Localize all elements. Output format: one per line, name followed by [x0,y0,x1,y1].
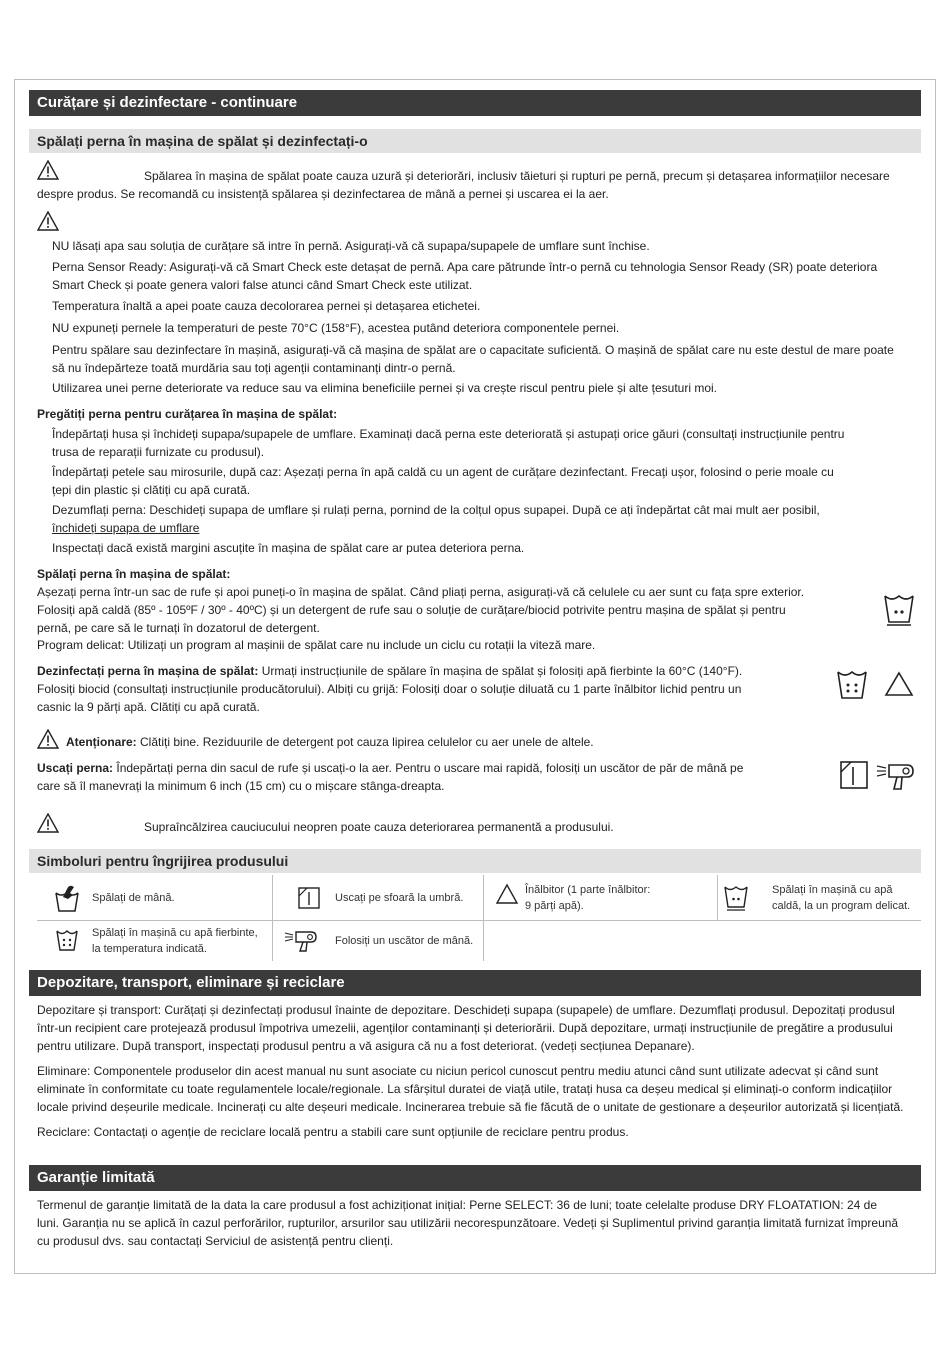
warranty-line: Termenul de garanție limitată de la data la care produsul a fost achiziționat inițial: Perne SELECT: 36 de luni; toate celelalte produse DRY FLOATATION: 24 de [37,1198,878,1212]
section-title-storage: Depozitare, transport, eliminare și reciclare [29,970,921,996]
machine-wash-warm-delicate-icon [724,884,748,912]
hand-wash-icon [54,883,80,913]
caution-icon [37,211,59,231]
prepare-heading: Pregătiți perna pentru curățarea în mașina de spălat: [37,407,338,421]
dry-line: care să îl manevrați la minimum 6 inch (15 cm) cu o mișcare stânga-dreapta. [37,779,445,793]
grid-divider [37,920,921,921]
prepare-line-underlined: închideți supapa de umflare [52,521,200,535]
warning-final-text: Supraîncălzirea cauciucului neopren poate cauza deteriorarea permanentă a produsului. [144,820,614,834]
symbol-label-machine-wash-warm: caldă, la un program delicat. [772,900,911,912]
grid-divider [272,875,273,961]
symbol-label-hand-wash: Spălați de mână. [92,892,175,904]
caution-line: NU lăsați apa sau soluția de curățare să intre în pernă. Asigurați-vă că supapa/supapele de umflare sunt închise. [52,239,650,253]
disinfect-line: casnic la 9 părți apă. Clătiți cu apă curată. [37,700,260,714]
bleach-triangle-icon [495,883,519,905]
disposal-line: locale privind deșeurile medicale. Incinerați cu alte deșeuri medicale. Incinerarea trebuie să fie făcută de o unitate de gestionare a deșeurilor autorizată și licențiată. [37,1100,904,1114]
attention-line [66,733,594,751]
machine-wash-hot-icon [836,668,868,700]
disinfect-line1 [37,662,742,680]
wash-heading: Spălați perna în mașina de spălat: [37,567,231,581]
line-dry-shade-icon [839,760,869,790]
disinfect-line: Folosiți biocid (consultați instrucțiunile producătorului). Albiți cu grijă: Folosiți doar o soluție diluată cu 1 parte înălbitor lichid pentru un [37,682,742,696]
attention-text: Clătiți bine. Reziduurile de detergent pot cauza lipirea celulelor cu aer unele de altele. [140,735,594,749]
attention-label: Atenționare: [66,735,137,749]
hair-dryer-icon [875,761,915,791]
symbol-label-bleach: 9 părți apă). [525,900,584,912]
symbols-title: Simboluri pentru îngrijirea produsului [29,849,921,873]
prepare-line: Îndepărtați petele sau mirosurile, după caz: Așezați perna în apă caldă cu un agent de curățare dezinfectant. Frecați ușor, folosind o perie moale cu [52,465,834,479]
storage-line: pentru utilizare. După transport, inspectați produsul pentru a vă asigura că nu a fost deteriorat. (vedeți secțiunea Depanare). [37,1039,695,1053]
section-title-warranty: Garanție limitată [29,1165,921,1191]
wash-line: Program delicat: Utilizați un program al mașinii de spălat care nu include un ciclu cu rotații la viteză mare. [37,638,596,652]
grid-divider [483,875,484,961]
symbol-label-hair-dryer: Folosiți un uscător de mână. [335,935,474,947]
symbol-label-machine-wash-warm: Spălați în mașină cu apă [772,884,893,896]
prepare-line: țepi din plastic și clătiți cu apă curată. [52,483,251,497]
grid-divider [717,875,718,920]
symbol-label-bleach: Înălbitor (1 parte înălbitor: [525,884,651,896]
storage-line: Depozitare și transport: Curățați și dezinfectați produsul înainte de depozitare. Deschideți supapa (supapele) de umflare. Dezumflați produsul. Depozitați produsul [37,1003,895,1017]
caution-line: NU expuneți pernele la temperaturi de peste 70°C (158°F), acestea putând deteriora componentele pernei. [52,321,620,335]
warning-icon [37,160,59,180]
dry-line1 [37,759,743,777]
bleach-triangle-icon [884,671,914,697]
caution-line: Perna Sensor Ready: Asigurați-vă că Smart Check este detașat de pernă. Apa care pătrunde într-o pernă cu tehnologia Sensor Ready (SR) poate deteriora [52,260,878,274]
storage-line: într-un recipient care protejează produsul împotriva umezelii, agenților contaminanți și deteriorării. După depozitare, urmați instrucțiunile de pregătire a produsului [37,1021,893,1035]
wash-line: Folosiți apă caldă (85º - 105ºF / 30º - 40ºC) și un detergent de rufe sau o soluție de curățare/biocid potrivite pentru mașina de spălat și pentru [37,603,786,617]
prepare-line: Dezumflați perna: Deschideți supapa de umflare și rulați perna, pornind de la colțul opus supapei. După ce ați îndepărtat cât mai mult aer posibil, [52,503,820,517]
warranty-line: luni. Garanția nu se aplică în cazul perforărilor, rupturilor, arsurilor sau utilizării necorespunzătoare. Vedeți și Suplimentul privind garanția limitată furnizat împreună [37,1216,899,1230]
hair-dryer-icon [284,929,318,953]
symbol-label-line-dry: Uscați pe sfoară la umbră. [335,892,464,904]
caution-line: Smart Check și poate genera valori false atunci când Smart Check este utilizat. [52,278,473,292]
warranty-line: cu produsul dvs. sau contactați Serviciul de asistență pentru clienți. [37,1234,394,1248]
symbol-label-machine-wash-hot: la temperatura indicată. [92,943,207,955]
disposal-line: eliminate în conformitate cu toate regulamentele locale/regionale. La sfârșitul duratei de viață utile, tratați husa ca deșeu medical și eliminați-o conform indicațiilor [37,1082,893,1096]
section-title-cleaning: Curățare și dezinfectare - continuare [29,90,921,116]
disinfect-heading: Dezinfectați perna în mașina de spălat: [37,664,259,678]
prepare-line: Îndepărtați husa și închideți supapa/supapele de umflare. Examinați dacă perna este deteriorată și astupați orice găuri (consultați instrucțiunile pentru [52,427,845,441]
warning-icon [37,813,59,833]
line-dry-shade-icon [298,887,320,909]
caution-line: Temperatura înaltă a apei poate cauza decolorarea pernei și detașarea etichetei. [52,299,481,313]
machine-wash-hot-icon [56,928,78,952]
dry-heading: Uscați perna: [37,761,114,775]
prepare-line: trusa de reparații furnizate cu produsul). [52,445,265,459]
symbol-label-machine-wash-hot: Spălați în mașină cu apă fierbinte, [92,927,258,939]
subsection-title-machine-wash: Spălați perna în mașina de spălat și dezinfectați-o [29,129,921,153]
warning-text-line1: Spălarea în mașina de spălat poate cauza uzură și deteriorări, inclusiv tăieturi și rupturi pe pernă, precum și detașarea informațiilor necesare [144,169,890,183]
caution-line: Pentru spălare sau dezinfectare în mașină, asigurați-vă că mașina de spălat are o capacitate suficientă. O mașină de spălat care nu este destul de mare poate [52,343,894,357]
attention-icon [37,729,59,749]
machine-wash-warm-icon [883,592,915,626]
caution-line: să nu îndepărteze toată murdăria sau toți agenții contaminanți dintr-o pernă. [52,361,456,375]
prepare-line: Inspectați dacă există margini ascuțite în mașina de spălat care ar putea deteriora perna. [52,541,525,555]
recycling-line: Reciclare: Contactați o agenție de reciclare locală pentru a stabili care sunt opțiunile de reciclare pentru produs. [37,1125,629,1139]
disinfect-text: Urmați instrucțiunile de spălare în mașina de spălat și folosiți apă fierbinte la 60°C (140°F). [261,664,743,678]
caution-line: Utilizarea unei perne deteriorate va reduce sau va elimina beneficiile pernei și va crește riscul pentru piele și alte țesuturi moi. [52,381,718,395]
warning-text-line2: despre produs. Se recomandă cu insistență spălarea și dezinfectarea de mână a pernei și uscarea ei la aer. [37,187,609,201]
wash-line: Așezați perna într-un sac de rufe și apoi puneți-o în mașina de spălat. Când pliați perna, asigurați-vă că celulele cu aer sunt cu fața spre exterior. [37,585,805,599]
disposal-line: Eliminare: Componentele produselor din acest manual nu sunt asociate cu niciun pericol cunoscut pentru mediu atunci când sunt utilizate adecvat și când sunt [37,1064,879,1078]
dry-text: Îndepărtați perna din sacul de rufe și uscați-o la aer. Pentru o uscare mai rapidă, folosiți un uscător de păr de mână pe [116,761,744,775]
wash-line: pernă, pe care să le turnați în dozatorul de detergent. [37,621,320,635]
